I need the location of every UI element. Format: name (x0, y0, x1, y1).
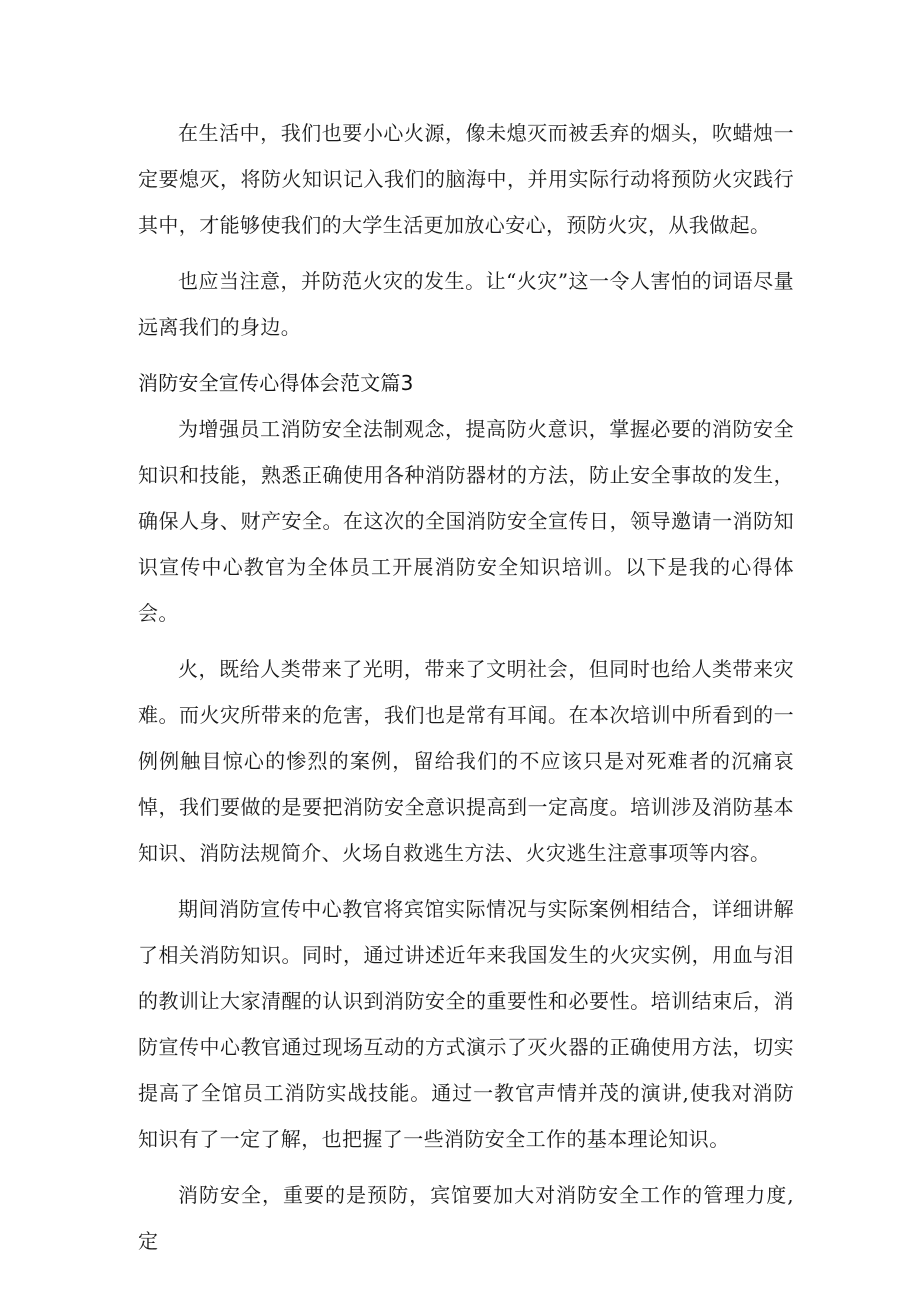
paragraph-fire-source-caution: 在生活中，我们也要小心火源，像未熄灭而被丢弃的烟头，吹蜡烛一定要熄灭，将防火知识记入我们的脑海中，并用实际行动将预防火灾践行其中，才能够使我们的大学生活更加放心安心，预防火灾，从我做起。 (138, 121, 794, 237)
paragraph-training-intro: 为增强员工消防安全法制观念，提高防火意识，掌握必要的消防安全知识和技能，熟悉正确使用各种消防器材的方法，防止安全事故的发生，确保人身、财产安全。在这次的全国消防安全宣传日，领导邀请一消防知识宣传中心教官为全体员工开展消防安全知识培训。以下是我的心得体会。 (138, 417, 794, 625)
document-body (138, 110, 794, 1274)
paragraph-training-details: 期间消防宣传中心教官将宾馆实际情况与实际案例相结合，详细讲解了相关消防知识。同时，通过讲述近年来我国发生的火灾实例，用血与泪的教训让大家清醒的认识到消防安全的重要性和必要性。培训结束后，消防宣传中心教官通过现场互动的方式演示了灭火器的正确使用方法，切实提高了全馆员工消防实战技能。通过一教官声情并茂的演讲,使我对消防知识有了一定了解，也把握了一些消防安全工作的基本理论知识。 (138, 897, 794, 1151)
section-heading: 消防安全宣传心得体会范文篇3 (138, 371, 414, 395)
paragraph-fire-prevention-note: 也应当注意，并防范火灾的发生。让“火灾”这一令人害怕的词语尽量远离我们的身边。 (138, 269, 794, 339)
paragraph-prevention-emphasis: 消防安全，重要的是预防，宾馆要加大对消防安全工作的管理力度,定 (138, 1183, 794, 1253)
paragraph-fire-hazards: 火，既给人类带来了光明，带来了文明社会，但同时也给人类带来灾难。而火灾所带来的危害，我们也是常有耳闻。在本次培训中所看到的一例例触目惊心的惨烈的案例，留给我们的不应该只是对死难者的沉痛哀悼，我们要做的是要把消防安全意识提高到一定高度。培训涉及消防基本知识、消防法规简介、火场自救逃生方法、火灾逃生注意事项等内容。 (138, 657, 794, 865)
